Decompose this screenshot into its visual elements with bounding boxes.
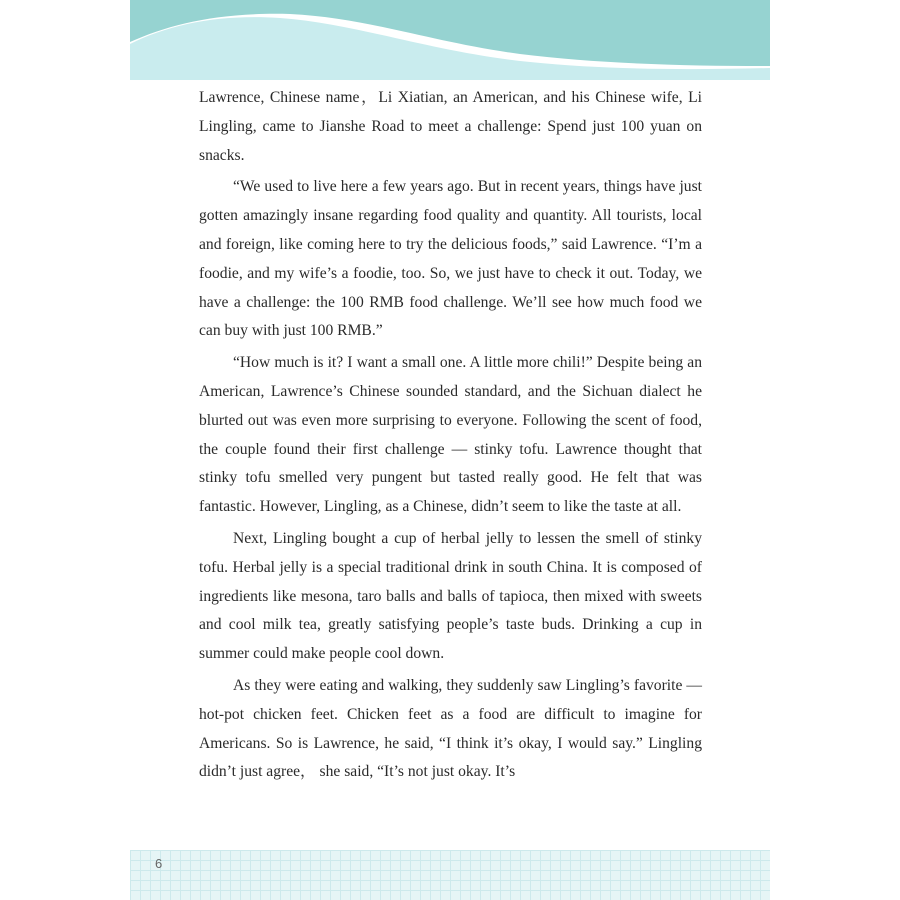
paragraph-1: Lawrence, Chinese name，Li Xiatian, an American, and his Chinese wife, Li Lingling, came to Jianshe Road to meet a challenge: Spend just 100 yuan on snacks. — [199, 89, 702, 164]
article-body — [199, 84, 702, 790]
page-number: 6 — [155, 856, 163, 871]
paragraph-2: “We used to live here a few years ago. But in recent years, things have just gotten amazingly insane regarding food quality and quantity. All tourists, local and foreign, like coming here to try the delicious foods,” said Lawrence. “I’m a foodie, and my wife’s a foodie, too. So, we just have to check it out. Today, we have a challenge: the 100 RMB food challenge. We’ll see how much food we can buy with just 100 RMB.” — [199, 178, 702, 340]
footer-grid-decoration — [130, 850, 770, 900]
paragraph-5: As they were eating and walking, they suddenly saw Lingling’s favorite — hot-pot chicken feet. Chicken feet as a food are difficult to imagine for Americans. So is Lawrence, he said, “I think it’s okay, I would say.” Lingling didn’t just agree， she said, “It’s not just okay. It’s — [199, 676, 702, 781]
book-page — [130, 0, 770, 900]
paragraph-3: “How much is it? I want a small one. A little more chili!” Despite being an American, Lawrence’s Chinese sounded standard, and the Sichuan dialect he blurted out was even more surprising to everyone. Following the scent of food, the couple found their first challenge — stinky tofu. Lawrence thought that stinky tofu smelled very pungent but tasted really good. He felt that was fantastic. However, Lingling, as a Chinese, didn’t seem to like the taste at all. — [199, 354, 702, 516]
paragraph-4: Next, Lingling bought a cup of herbal jelly to lessen the smell of stinky tofu. Herbal jelly is a special traditional drink in south China. It is composed of ingredients like mesona, taro balls and balls of tapioca, then mixed with sweets and cool milk tea, greatly satisfying people’s taste buds. Drinking a cup in summer could make people cool down. — [199, 529, 702, 663]
header-wave-decoration — [130, 0, 770, 80]
